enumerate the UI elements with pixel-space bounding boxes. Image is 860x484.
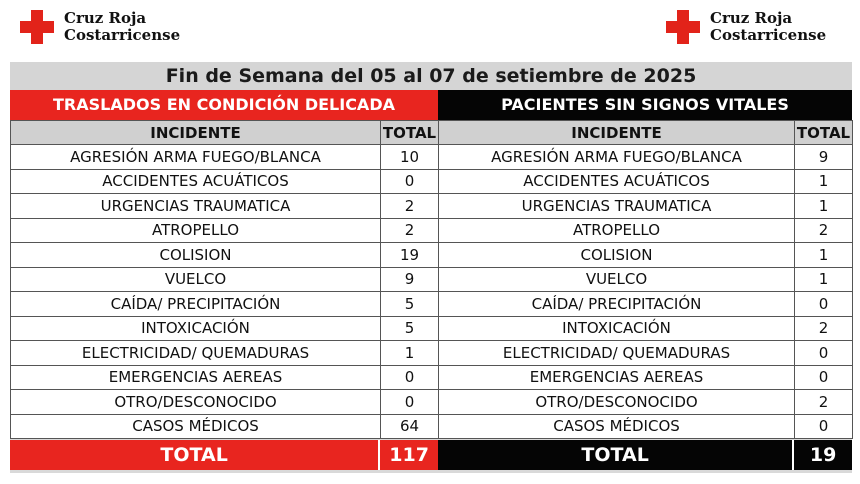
total-cell: 0: [381, 390, 439, 415]
report-title: Fin de Semana del 05 al 07 de setiembre de 2025: [10, 62, 852, 90]
total-cell: 0: [381, 365, 439, 390]
table-row: [11, 341, 439, 366]
table-row: [439, 341, 853, 366]
incident-cell: VUELCO: [439, 267, 795, 292]
table-row: [11, 145, 439, 170]
red-cross-icon: [664, 8, 702, 46]
incident-cell: OTRO/DESCONOCIDO: [439, 390, 795, 415]
total-cell: 2: [795, 316, 853, 341]
column-header-total: TOTAL: [795, 121, 853, 145]
incident-cell: ATROPELLO: [11, 218, 381, 243]
table-header-row: [11, 121, 439, 145]
total-cell: 1: [381, 341, 439, 366]
incident-cell: AGRESIÓN ARMA FUEGO/BLANCA: [439, 145, 795, 170]
table-row: [439, 145, 853, 170]
table-row: [439, 218, 853, 243]
total-cell: 64: [381, 414, 439, 439]
cruz-roja-logo-left: [18, 8, 180, 46]
incident-cell: ACCIDENTES ACUÁTICOS: [439, 169, 795, 194]
column-header-total: TOTAL: [381, 121, 439, 145]
incident-cell: CAÍDA/ PRECIPITACIÓN: [11, 292, 381, 317]
table-row: [439, 316, 853, 341]
column-header-incident: INCIDENTE: [439, 121, 795, 145]
total-cell: 1: [795, 267, 853, 292]
incident-cell: CAÍDA/ PRECIPITACIÓN: [439, 292, 795, 317]
cruz-roja-logo-right: [664, 8, 826, 46]
table-row: [11, 267, 439, 292]
incident-cell: COLISION: [11, 243, 381, 268]
logo-line2: Costarricense: [710, 26, 827, 44]
incident-cell: ELECTRICIDAD/ QUEMADURAS: [11, 341, 381, 366]
total-row-no-vital-signs: [438, 440, 852, 470]
table-row: [11, 218, 439, 243]
total-cell: 2: [795, 390, 853, 415]
total-cell: 0: [795, 341, 853, 366]
incident-cell: CASOS MÉDICOS: [439, 414, 795, 439]
incident-cell: ELECTRICIDAD/ QUEMADURAS: [439, 341, 795, 366]
table-row: [11, 292, 439, 317]
total-cell: 0: [795, 365, 853, 390]
logo-text: [710, 10, 826, 44]
incident-cell: AGRESIÓN ARMA FUEGO/BLANCA: [11, 145, 381, 170]
column-header-incident: INCIDENTE: [11, 121, 381, 145]
incident-cell: COLISION: [439, 243, 795, 268]
incident-cell: URGENCIAS TRAUMATICA: [439, 194, 795, 219]
total-label: TOTAL: [160, 444, 228, 466]
incident-cell: INTOXICACIÓN: [439, 316, 795, 341]
table-row: [439, 194, 853, 219]
section-heading-delicate-transfers: TRASLADOS EN CONDICIÓN DELICADA: [10, 90, 438, 120]
incident-cell: URGENCIAS TRAUMATICA: [11, 194, 381, 219]
table-row: [439, 414, 853, 439]
total-cell: 19: [381, 243, 439, 268]
total-cell: 9: [381, 267, 439, 292]
total-cell: 0: [795, 414, 853, 439]
total-cell: 1: [795, 169, 853, 194]
table-body: [11, 145, 439, 439]
table-row: [11, 390, 439, 415]
red-cross-icon: [18, 8, 56, 46]
table-row: [439, 292, 853, 317]
table-row: [11, 316, 439, 341]
total-cell: 9: [795, 145, 853, 170]
total-row-delicate-transfers: [10, 440, 438, 470]
delicate-transfers-table: [10, 120, 439, 439]
incident-cell: VUELCO: [11, 267, 381, 292]
incident-cell: CASOS MÉDICOS: [11, 414, 381, 439]
total-cell: 1: [795, 194, 853, 219]
table-body: [439, 145, 853, 439]
incident-cell: EMERGENCIAS AEREAS: [11, 365, 381, 390]
table-row: [439, 390, 853, 415]
total-cell: 5: [381, 292, 439, 317]
total-value: 117: [389, 444, 429, 466]
table-row: [11, 169, 439, 194]
total-cell: 0: [795, 292, 853, 317]
table-row: [11, 365, 439, 390]
table-row: [439, 365, 853, 390]
table-row: [11, 194, 439, 219]
table-header-row: [439, 121, 853, 145]
logo-line1: Cruz Roja: [64, 9, 147, 27]
incident-cell: EMERGENCIAS AEREAS: [439, 365, 795, 390]
table-row: [439, 243, 853, 268]
logo-line2: Costarricense: [64, 26, 181, 44]
total-cell: 5: [381, 316, 439, 341]
logo-text: [64, 10, 180, 44]
incident-cell: ACCIDENTES ACUÁTICOS: [11, 169, 381, 194]
logo-line1: Cruz Roja: [710, 9, 793, 27]
table-row: [439, 267, 853, 292]
table-row: [11, 243, 439, 268]
total-cell: 2: [381, 194, 439, 219]
total-cell: 2: [381, 218, 439, 243]
total-label: TOTAL: [581, 444, 649, 466]
incident-cell: ATROPELLO: [439, 218, 795, 243]
total-cell: 0: [381, 169, 439, 194]
no-vital-signs-table: [438, 120, 853, 439]
total-value: 19: [809, 444, 837, 466]
total-cell: 1: [795, 243, 853, 268]
total-cell: 10: [381, 145, 439, 170]
incident-cell: INTOXICACIÓN: [11, 316, 381, 341]
table-row: [11, 414, 439, 439]
incident-cell: OTRO/DESCONOCIDO: [11, 390, 381, 415]
table-row: [439, 169, 853, 194]
section-heading-no-vital-signs: PACIENTES SIN SIGNOS VITALES: [438, 90, 852, 120]
total-cell: 2: [795, 218, 853, 243]
